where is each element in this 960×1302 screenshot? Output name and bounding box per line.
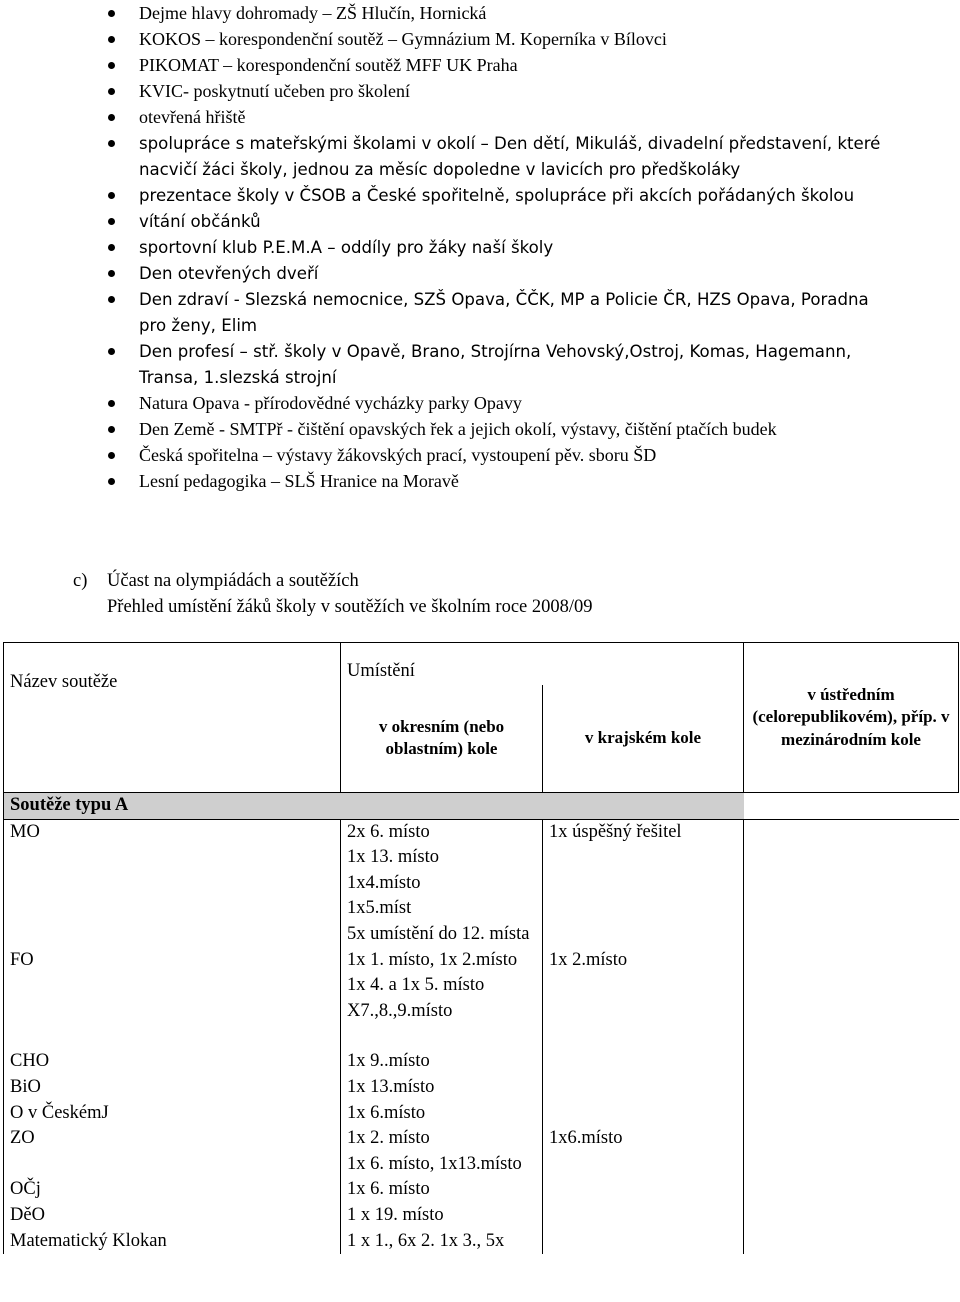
row-name <box>4 1024 341 1049</box>
group-title: Soutěže typu A <box>4 793 744 820</box>
section-subtitle: Přehled umístění žáků školy v soutěžích ve školním roce 2008/09 <box>107 597 593 617</box>
bullet-icon <box>108 140 115 147</box>
row-district: 1x 6. místo, 1x13.místo <box>341 1152 543 1178</box>
header-name: Název soutěže <box>4 643 341 793</box>
row-central <box>744 1101 959 1127</box>
row-central <box>744 1203 959 1229</box>
table-row <box>4 871 959 897</box>
row-district: 1x 6. místo <box>341 1177 543 1203</box>
row-name: O v ČeskémJ <box>4 1101 341 1127</box>
row-district: X7.,8.,9.místo <box>341 999 543 1025</box>
table-row <box>4 922 959 948</box>
row-name: OČj <box>4 1177 341 1203</box>
row-regional: 1x 2.místo <box>543 948 744 974</box>
table-row <box>4 948 959 974</box>
row-regional <box>543 1101 744 1127</box>
row-name: CHO <box>4 1049 341 1075</box>
row-regional <box>543 1229 744 1255</box>
row-regional <box>543 1049 744 1075</box>
row-central <box>744 1024 959 1049</box>
header-central: v ústředním (celorepublikovém), příp. v mezinárodním kole <box>744 643 959 793</box>
row-central <box>744 1152 959 1178</box>
table-row <box>4 1126 959 1152</box>
row-central <box>744 999 959 1025</box>
header-placement: Umístění <box>341 643 744 685</box>
list-item: Den zdraví - Slezská nemocnice, SZŠ Opava, ČČK, MP a Policie ČR, HZS Opava, Poradna <box>139 287 869 312</box>
row-central <box>744 896 959 922</box>
list-item: KOKOS – korespondenční soutěž – Gymnázium M. Koperníka v Bílovci <box>139 27 667 52</box>
row-regional <box>543 871 744 897</box>
table-row <box>4 1152 959 1178</box>
table-row <box>4 973 959 999</box>
list-item-continuation: pro ženy, Elim <box>139 316 258 335</box>
row-name: Matematický Klokan <box>4 1229 341 1255</box>
table-row <box>4 1024 959 1049</box>
list-item: Dejme hlavy dohromady – ZŠ Hlučín, Hornická <box>139 1 486 26</box>
header-regional: v krajském kole <box>543 685 744 793</box>
row-name <box>4 1152 341 1178</box>
bullet-icon <box>108 270 115 277</box>
row-district: 1x5.míst <box>341 896 543 922</box>
table-row <box>4 1177 959 1203</box>
row-central <box>744 1229 959 1255</box>
list-item: Den otevřených dveří <box>139 261 318 286</box>
row-central <box>744 973 959 999</box>
row-district: 2x 6. místo <box>341 819 543 845</box>
row-central <box>744 948 959 974</box>
bullet-icon <box>108 478 115 485</box>
row-central <box>744 1075 959 1101</box>
row-regional <box>543 1152 744 1178</box>
row-district: 1x 1. místo, 1x 2.místo <box>341 948 543 974</box>
table-row <box>4 819 959 845</box>
list-item: Den Země - SMTPř - čištění opavských řek a jejich okolí, výstavy, čištění ptačích budek <box>139 417 777 442</box>
row-name <box>4 896 341 922</box>
row-district: 1x 9..místo <box>341 1049 543 1075</box>
competition-table <box>3 642 959 1254</box>
row-district: 5x umístění do 12. místa <box>341 922 543 948</box>
row-name <box>4 845 341 871</box>
row-district <box>341 1024 543 1049</box>
row-central <box>744 871 959 897</box>
bullet-icon <box>108 244 115 251</box>
header-district: v okresním (nebo oblastním) kole <box>341 685 543 793</box>
list-item: PIKOMAT – korespondenční soutěž MFF UK Praha <box>139 53 518 78</box>
row-district: 1x4.místo <box>341 871 543 897</box>
row-central <box>744 845 959 871</box>
row-central <box>744 922 959 948</box>
row-name <box>4 999 341 1025</box>
list-item: vítání občánků <box>139 209 261 234</box>
bullet-icon <box>108 36 115 43</box>
row-name: BiO <box>4 1075 341 1101</box>
row-regional <box>543 922 744 948</box>
table-row <box>4 999 959 1025</box>
row-name <box>4 922 341 948</box>
row-name: MO <box>4 819 341 845</box>
list-item: Lesní pedagogika – SLŠ Hranice na Moravě <box>139 469 459 494</box>
list-item: Česká spořitelna – výstavy žákovských prací, vystoupení pěv. sboru ŠD <box>139 443 656 468</box>
row-central <box>744 1177 959 1203</box>
row-central <box>744 819 959 845</box>
row-central <box>744 1126 959 1152</box>
group-blank <box>744 793 959 820</box>
bullet-icon <box>108 10 115 17</box>
row-regional <box>543 1177 744 1203</box>
table-row <box>4 1229 959 1255</box>
row-regional <box>543 845 744 871</box>
bullet-icon <box>108 426 115 433</box>
row-name <box>4 871 341 897</box>
bullet-icon <box>108 192 115 199</box>
bullet-icon <box>108 114 115 121</box>
table-header-row <box>4 643 959 685</box>
table-row <box>4 1101 959 1127</box>
list-item: prezentace školy v ČSOB a České spořitelně, spolupráce při akcích pořádaných školou <box>139 183 854 208</box>
table-row <box>4 845 959 871</box>
row-district: 1 x 1., 6x 2. 1x 3., 5x <box>341 1229 543 1255</box>
row-district: 1x 6.místo <box>341 1101 543 1127</box>
row-regional <box>543 973 744 999</box>
row-name <box>4 973 341 999</box>
row-district: 1x 2. místo <box>341 1126 543 1152</box>
list-item: spolupráce s mateřskými školami v okolí – Den dětí, Mikuláš, divadelní představení, které <box>139 131 880 156</box>
row-district: 1 x 19. místo <box>341 1203 543 1229</box>
bullet-icon <box>108 348 115 355</box>
row-district: 1x 13. místo <box>341 845 543 871</box>
table-body <box>4 819 959 1254</box>
row-regional <box>543 999 744 1025</box>
row-regional <box>543 896 744 922</box>
row-district: 1x 13.místo <box>341 1075 543 1101</box>
row-name: DěO <box>4 1203 341 1229</box>
table-row <box>4 1049 959 1075</box>
bullet-icon <box>108 296 115 303</box>
list-item-continuation: Transa, 1.slezská strojní <box>139 368 337 387</box>
row-regional <box>543 1024 744 1049</box>
row-name: FO <box>4 948 341 974</box>
group-row <box>4 793 959 820</box>
bullet-icon <box>108 88 115 95</box>
bullet-icon <box>108 452 115 459</box>
row-name: ZO <box>4 1126 341 1152</box>
bullet-icon <box>108 218 115 225</box>
list-item: Den profesí – stř. školy v Opavě, Brano, Strojírna Vehovský,Ostroj, Komas, Hagemann, <box>139 339 851 364</box>
list-item: Natura Opava - přírodovědné vycházky parky Opavy <box>139 391 522 416</box>
list-item: sportovní klub P.E.M.A – oddíly pro žáky naší školy <box>139 235 553 260</box>
row-regional <box>543 1203 744 1229</box>
bullet-icon <box>108 62 115 69</box>
table-row <box>4 1203 959 1229</box>
bullet-icon <box>108 400 115 407</box>
list-item: KVIC- poskytnutí učeben pro školení <box>139 79 410 104</box>
list-item: otevřená hřiště <box>139 105 245 130</box>
row-regional: 1x6.místo <box>543 1126 744 1152</box>
row-district: 1x 4. a 1x 5. místo <box>341 973 543 999</box>
row-regional <box>543 1075 744 1101</box>
table-row <box>4 1075 959 1101</box>
table-row <box>4 896 959 922</box>
row-regional: 1x úspěšný řešitel <box>543 819 744 845</box>
row-central <box>744 1049 959 1075</box>
list-item-continuation: nacvičí žáci školy, jednou za měsíc dopoledne v lavicích pro předškoláky <box>139 160 741 179</box>
section-marker: c) <box>73 571 88 591</box>
section-title: Účast na olympiádách a soutěžích <box>107 571 359 591</box>
